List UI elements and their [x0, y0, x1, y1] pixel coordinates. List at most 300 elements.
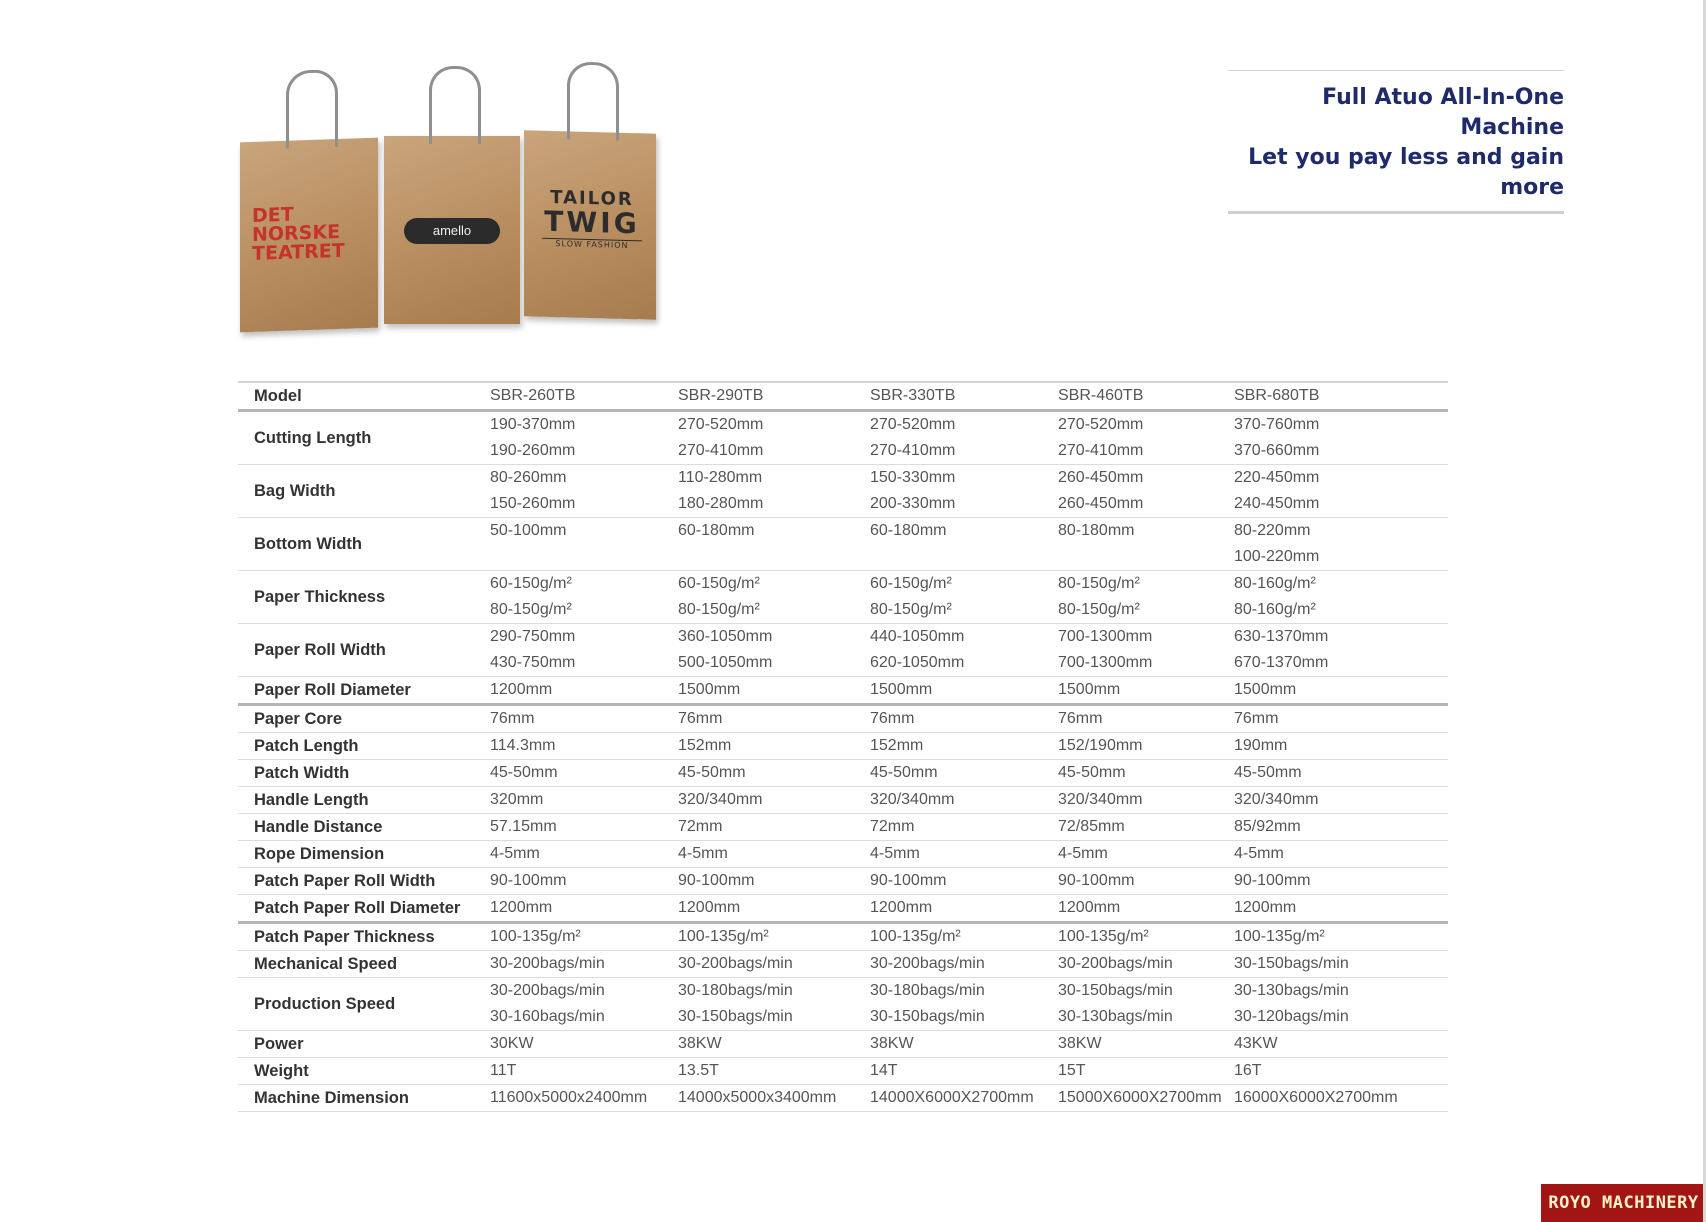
cell-value: 320/340mm — [678, 791, 763, 808]
table-cell — [1058, 1058, 1234, 1084]
row-label: Patch Paper Thickness — [254, 927, 435, 946]
cell-value: 45-50mm — [1234, 764, 1302, 781]
cell-value: 72mm — [870, 818, 915, 835]
table-cell — [474, 624, 678, 676]
cell-value: 1500mm — [1058, 681, 1121, 698]
cell-value: 4-5mm — [870, 845, 920, 862]
cell-value: 1200mm — [1058, 899, 1121, 916]
row-label: Weight — [254, 1061, 309, 1080]
table-cell — [870, 571, 1058, 623]
table-cell — [474, 924, 678, 950]
table-cell — [1234, 787, 1444, 813]
row-cells — [474, 1031, 1448, 1057]
cell-value: 90-100mm — [1058, 872, 1135, 889]
table-cell — [474, 951, 678, 977]
table-row — [238, 1058, 1448, 1085]
table-cell — [870, 706, 1058, 732]
cell-value: 270-520mm — [870, 416, 956, 433]
table-cell — [474, 518, 678, 570]
model-name: SBR-290TB — [678, 387, 764, 404]
row-cells — [474, 706, 1448, 732]
table-cell — [474, 571, 678, 623]
table-cell — [474, 412, 678, 464]
model-cell — [1058, 383, 1234, 409]
table-cell — [1058, 706, 1234, 732]
row-cells — [474, 412, 1448, 464]
table-row — [238, 677, 1448, 706]
divider — [1228, 211, 1564, 214]
paper-bag-red-print — [240, 138, 378, 333]
cell-value: 30-120bags/min — [1234, 1008, 1349, 1025]
cell-value: 4-5mm — [490, 845, 540, 862]
table-cell — [678, 1031, 870, 1057]
table-cell — [870, 924, 1058, 950]
row-label: Paper Thickness — [254, 587, 386, 606]
cell-value: 4-5mm — [1234, 845, 1284, 862]
table-cell — [1234, 733, 1444, 759]
row-cells — [474, 895, 1448, 921]
cell-value: 16T — [1234, 1062, 1262, 1079]
row-cells — [474, 924, 1448, 950]
model-cell — [1234, 383, 1444, 409]
table-cell — [1234, 760, 1444, 786]
model-name: SBR-260TB — [490, 387, 576, 404]
cell-value: 670-1370mm — [1234, 654, 1329, 671]
row-label: Patch Paper Roll Width — [254, 871, 436, 890]
table-row — [238, 868, 1448, 895]
table-cell — [870, 895, 1058, 921]
table-cell — [678, 841, 870, 867]
cell-value: 90-100mm — [1234, 872, 1311, 889]
cell-value: 30-200bags/min — [678, 955, 793, 972]
cell-value: 260-450mm — [1058, 495, 1144, 512]
table-cell — [1234, 518, 1444, 570]
cell-value: 30-150bags/min — [870, 1008, 985, 1025]
table-cell — [870, 412, 1058, 464]
slogan-block — [1228, 70, 1564, 214]
cell-value: 270-410mm — [870, 442, 956, 459]
row-label: Patch Length — [254, 736, 359, 755]
cell-value: 150-260mm — [490, 495, 576, 512]
row-cells — [474, 760, 1448, 786]
cell-value: 38KW — [1058, 1035, 1102, 1052]
cell-value: 700-1300mm — [1058, 654, 1153, 671]
cell-value: 320/340mm — [1058, 791, 1143, 808]
table-row — [238, 518, 1448, 571]
row-label: Paper Roll Width — [254, 640, 386, 659]
table-cell — [1058, 465, 1234, 517]
table-body — [238, 412, 1448, 1112]
cell-value: 1200mm — [678, 899, 741, 916]
bag-print-logo — [542, 187, 642, 251]
row-cells — [474, 814, 1448, 840]
bag-handle — [567, 61, 619, 140]
table-cell — [678, 1058, 870, 1084]
table-cell — [1234, 814, 1444, 840]
table-cell — [1058, 978, 1234, 1030]
table-row — [238, 465, 1448, 518]
table-cell — [474, 465, 678, 517]
table-row — [238, 706, 1448, 733]
cell-value: 90-100mm — [490, 872, 567, 889]
table-cell — [1058, 895, 1234, 921]
row-cells — [474, 868, 1448, 894]
model-name: SBR-680TB — [1234, 387, 1320, 404]
row-cells — [474, 1085, 1448, 1111]
cell-value: 14000x5000x3400mm — [678, 1089, 837, 1106]
model-label: Model — [254, 386, 302, 405]
cell-value: 60-150g/m² — [490, 575, 572, 592]
cell-value: 80-150g/m² — [490, 601, 572, 618]
table-cell — [678, 733, 870, 759]
table-cell — [678, 978, 870, 1030]
table-cell — [1058, 624, 1234, 676]
table-cell — [1058, 733, 1234, 759]
cell-value: 1200mm — [490, 899, 553, 916]
cell-value: 45-50mm — [490, 764, 558, 781]
product-image-paper-bags — [232, 60, 672, 340]
cell-value: 45-50mm — [678, 764, 746, 781]
cell-value: 15000X6000X2700mm — [1058, 1089, 1222, 1106]
cell-value: 220-450mm — [1234, 469, 1320, 486]
cell-value: 45-50mm — [870, 764, 938, 781]
cell-value: 1500mm — [1234, 681, 1297, 698]
table-cell — [870, 1031, 1058, 1057]
table-cell — [1234, 895, 1444, 921]
cell-value: 45-50mm — [1058, 764, 1126, 781]
cell-value: 30KW — [490, 1035, 534, 1052]
table-cell — [1234, 951, 1444, 977]
table-cell — [678, 868, 870, 894]
bag-print-line1: TAILOR — [550, 186, 634, 211]
cell-value: 1500mm — [678, 681, 741, 698]
table-cell — [474, 760, 678, 786]
cell-value: 370-760mm — [1234, 416, 1320, 433]
cell-value: 76mm — [1234, 710, 1279, 727]
table-cell — [1234, 571, 1444, 623]
table-cell — [1058, 571, 1234, 623]
cell-value: 11600x5000x2400mm — [490, 1089, 648, 1106]
spec-table — [238, 381, 1448, 1112]
table-cell — [1058, 841, 1234, 867]
table-cell — [474, 787, 678, 813]
cell-value: 90-100mm — [870, 872, 947, 889]
table-cell — [1234, 706, 1444, 732]
table-cell — [870, 978, 1058, 1030]
table-cell — [474, 868, 678, 894]
cell-value: 80-150g/m² — [678, 601, 760, 618]
cell-value: 270-520mm — [1058, 416, 1144, 433]
cell-value: 60-180mm — [678, 522, 755, 539]
table-cell — [678, 951, 870, 977]
cell-value: 1200mm — [490, 681, 553, 698]
table-row — [238, 624, 1448, 677]
cell-value: 100-135g/m² — [1058, 928, 1149, 945]
table-cell — [474, 1085, 678, 1111]
cell-value: 320mm — [490, 791, 544, 808]
cell-value: 60-150g/m² — [870, 575, 952, 592]
cell-value: 80-160g/m² — [1234, 575, 1316, 592]
model-cell — [870, 383, 1058, 409]
table-cell — [870, 868, 1058, 894]
table-cell — [1058, 868, 1234, 894]
cell-value: 14000X6000X2700mm — [870, 1089, 1034, 1106]
table-cell — [474, 978, 678, 1030]
bag-handle — [429, 66, 481, 144]
table-cell — [1058, 924, 1234, 950]
table-cell — [678, 624, 870, 676]
cell-value: 152/190mm — [1058, 737, 1143, 754]
cell-value: 270-410mm — [1058, 442, 1144, 459]
table-cell — [474, 895, 678, 921]
cell-value: 30-200bags/min — [490, 955, 605, 972]
row-label: Cutting Length — [254, 428, 372, 447]
table-cell — [1234, 412, 1444, 464]
table-cell — [678, 814, 870, 840]
table-cell — [1058, 1085, 1234, 1111]
cell-value: 30-130bags/min — [1058, 1008, 1173, 1025]
table-row — [238, 1031, 1448, 1058]
table-row — [238, 978, 1448, 1031]
table-cell — [1058, 412, 1234, 464]
row-cells — [474, 518, 1448, 570]
cell-value: 80-150g/m² — [1058, 601, 1140, 618]
cell-value: 152mm — [678, 737, 732, 754]
table-cell — [678, 760, 870, 786]
table-cell — [474, 733, 678, 759]
cell-value: 360-1050mm — [678, 628, 773, 645]
table-cell — [678, 1085, 870, 1111]
model-name: SBR-330TB — [870, 387, 956, 404]
table-cell — [870, 624, 1058, 676]
table-cell — [474, 1031, 678, 1057]
table-cell — [1234, 841, 1444, 867]
table-cell — [474, 677, 678, 703]
cell-value: 50-100mm — [490, 522, 567, 539]
row-label: Power — [254, 1034, 304, 1053]
cell-value: 100-135g/m² — [490, 928, 581, 945]
cell-value: 38KW — [870, 1035, 914, 1052]
cell-value: 440-1050mm — [870, 628, 965, 645]
cell-value: 30-200bags/min — [1058, 955, 1173, 972]
cell-value: 30-150bags/min — [1058, 982, 1173, 999]
cell-value: 190-370mm — [490, 416, 576, 433]
table-cell — [678, 465, 870, 517]
cell-value: 80-150g/m² — [1058, 575, 1140, 592]
table-cell — [1058, 1031, 1234, 1057]
cell-value: 13.5T — [678, 1062, 719, 1079]
paper-bag-tailor-twig — [524, 130, 656, 319]
row-label: Bag Width — [254, 481, 336, 500]
table-cell — [870, 841, 1058, 867]
cell-value: 4-5mm — [1058, 845, 1108, 862]
cell-value: 370-660mm — [1234, 442, 1320, 459]
model-cells — [474, 383, 1448, 409]
row-label: Patch Width — [254, 763, 350, 782]
row-label: Paper Core — [254, 709, 343, 728]
cell-value: 1200mm — [870, 899, 933, 916]
table-cell — [678, 518, 870, 570]
cell-value: 190-260mm — [490, 442, 576, 459]
table-row — [238, 571, 1448, 624]
row-label: Paper Roll Diameter — [254, 680, 411, 699]
table-cell — [870, 814, 1058, 840]
cell-value: 260-450mm — [1058, 469, 1144, 486]
row-label: Handle Distance — [254, 817, 383, 836]
bag-print-line3: SLOW FASHION — [542, 238, 642, 251]
bag-print-text: amello — [404, 218, 500, 244]
cell-value: 30-180bags/min — [678, 982, 793, 999]
model-name: SBR-460TB — [1058, 387, 1144, 404]
row-cells — [474, 841, 1448, 867]
table-cell — [474, 814, 678, 840]
cell-value: 72mm — [678, 818, 723, 835]
table-header-row — [238, 381, 1448, 412]
model-cell — [678, 383, 870, 409]
cell-value: 500-1050mm — [678, 654, 773, 671]
cell-value: 1500mm — [870, 681, 933, 698]
cell-value: 200-330mm — [870, 495, 956, 512]
cell-value: 60-150g/m² — [678, 575, 760, 592]
cell-value: 30-150bags/min — [678, 1008, 793, 1025]
table-cell — [1058, 787, 1234, 813]
table-cell — [1058, 518, 1234, 570]
row-label: Patch Paper Roll Diameter — [254, 898, 461, 917]
cell-value: 60-180mm — [870, 522, 947, 539]
cell-value: 100-135g/m² — [678, 928, 769, 945]
cell-value: 76mm — [490, 710, 535, 727]
cell-value: 76mm — [870, 710, 915, 727]
cell-value: 430-750mm — [490, 654, 576, 671]
cell-value: 152mm — [870, 737, 924, 754]
table-cell — [870, 1085, 1058, 1111]
paper-bag-black-label — [384, 136, 520, 324]
cell-value: 190mm — [1234, 737, 1288, 754]
table-row — [238, 412, 1448, 465]
table-row — [238, 733, 1448, 760]
table-cell — [1058, 760, 1234, 786]
table-row — [238, 895, 1448, 924]
row-label: Bottom Width — [254, 534, 362, 553]
table-cell — [870, 733, 1058, 759]
cell-value: 100-220mm — [1234, 548, 1320, 565]
cell-value: 114.3mm — [490, 737, 556, 754]
cell-value: 72/85mm — [1058, 818, 1125, 835]
bag-print-line2: TWIG — [544, 204, 640, 241]
slogan-line-1: Full Atuo All-In-One Machine — [1322, 85, 1564, 140]
cell-value: 80-150g/m² — [870, 601, 952, 618]
table-row — [238, 841, 1448, 868]
cell-value: 57.15mm — [490, 818, 557, 835]
cell-value: 270-410mm — [678, 442, 764, 459]
row-label: Handle Length — [254, 790, 369, 809]
table-row — [238, 760, 1448, 787]
table-cell — [1234, 677, 1444, 703]
cell-value: 80-180mm — [1058, 522, 1135, 539]
table-cell — [1234, 1058, 1444, 1084]
cell-value: 30-160bags/min — [490, 1008, 605, 1025]
cell-value: 30-180bags/min — [870, 982, 985, 999]
row-label: Mechanical Speed — [254, 954, 398, 973]
cell-value: 76mm — [678, 710, 723, 727]
cell-value: 30-130bags/min — [1234, 982, 1349, 999]
row-cells — [474, 787, 1448, 813]
table-cell — [1234, 1031, 1444, 1057]
cell-value: 30-200bags/min — [870, 955, 985, 972]
table-cell — [1058, 951, 1234, 977]
table-cell — [1234, 1085, 1444, 1111]
cell-value: 16000X6000X2700mm — [1234, 1089, 1398, 1106]
table-row — [238, 951, 1448, 978]
table-cell — [678, 787, 870, 813]
cell-value: 240-450mm — [1234, 495, 1320, 512]
cell-value: 180-280mm — [678, 495, 764, 512]
table-cell — [474, 841, 678, 867]
table-cell — [474, 706, 678, 732]
table-row — [238, 924, 1448, 951]
cell-value: 90-100mm — [678, 872, 755, 889]
divider — [1228, 70, 1564, 71]
cell-value: 14T — [870, 1062, 898, 1079]
table-cell — [870, 951, 1058, 977]
row-cells — [474, 978, 1448, 1030]
cell-value: 1200mm — [1234, 899, 1297, 916]
cell-value: 15T — [1058, 1062, 1086, 1079]
table-cell — [678, 706, 870, 732]
table-cell — [1234, 465, 1444, 517]
cell-value: 620-1050mm — [870, 654, 965, 671]
cell-value: 85/92mm — [1234, 818, 1301, 835]
cell-value: 30-150bags/min — [1234, 955, 1349, 972]
table-cell — [1234, 978, 1444, 1030]
cell-value: 38KW — [678, 1035, 722, 1052]
cell-value: 30-200bags/min — [490, 982, 605, 999]
cell-value: 43KW — [1234, 1035, 1278, 1052]
row-cells — [474, 677, 1448, 703]
model-cell — [474, 383, 678, 409]
cell-value: 80-220mm — [1234, 522, 1311, 539]
slogan-line-2: Let you pay less and gain more — [1248, 145, 1564, 200]
cell-value: 320/340mm — [1234, 791, 1319, 808]
table-cell — [678, 895, 870, 921]
table-cell — [870, 465, 1058, 517]
cell-value: 76mm — [1058, 710, 1103, 727]
cell-value: 11T — [490, 1062, 517, 1079]
table-row — [238, 1085, 1448, 1112]
table-cell — [870, 787, 1058, 813]
cell-value: 630-1370mm — [1234, 628, 1329, 645]
table-row — [238, 814, 1448, 841]
row-cells — [474, 465, 1448, 517]
cell-value: 80-160g/m² — [1234, 601, 1316, 618]
table-cell — [1234, 624, 1444, 676]
bag-print-text: DET NORSKE TEATRET — [252, 203, 345, 265]
row-cells — [474, 1058, 1448, 1084]
table-cell — [678, 412, 870, 464]
row-cells — [474, 733, 1448, 759]
table-cell — [474, 1058, 678, 1084]
cell-value: 320/340mm — [870, 791, 955, 808]
table-cell — [870, 1058, 1058, 1084]
table-cell — [870, 760, 1058, 786]
cell-value: 290-750mm — [490, 628, 576, 645]
row-label: Production Speed — [254, 994, 396, 1013]
cell-value: 80-260mm — [490, 469, 567, 486]
row-cells — [474, 624, 1448, 676]
table-cell — [870, 677, 1058, 703]
row-label: Rope Dimension — [254, 844, 385, 863]
row-cells — [474, 951, 1448, 977]
